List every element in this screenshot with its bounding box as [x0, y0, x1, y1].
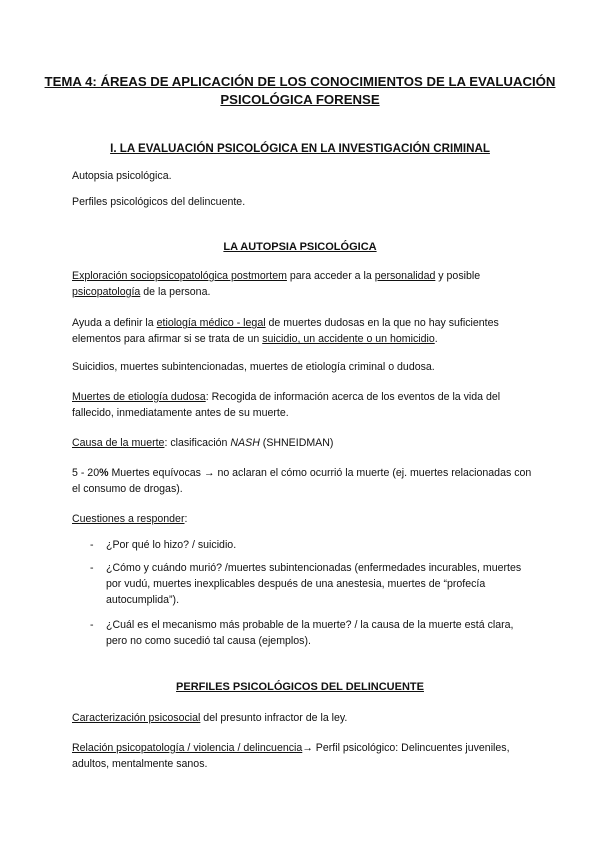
paragraph-causa-muerte [72, 435, 532, 451]
term-suicidio-accidente-homicidio: suicidio, un accidente o un homicidio [262, 333, 435, 345]
text-fragment: del presunto infractor de la ley. [200, 712, 348, 724]
paragraph-muertes-dudosa [72, 389, 532, 421]
text-fragment: → Perfil psicológico: Delincuentes juveniles, adultos, mentalmente sanos. [72, 742, 510, 770]
questions-heading-label: Cuestiones a responder [72, 513, 185, 525]
text-fragment: : [184, 513, 188, 525]
list-dash: - [90, 539, 94, 551]
paragraph-suicidios: Suicidios, muertes subintencionadas, muertes de etiología criminal o dudosa. [72, 361, 435, 373]
intro-autopsia: Autopsia psicológica. [72, 170, 172, 182]
text-fragment: y posible [435, 270, 481, 282]
text-fragment: (SHNEIDMAN) [259, 437, 334, 449]
percent-sign: % [99, 467, 109, 479]
paragraph-caracterizacion [72, 710, 532, 726]
questions-heading [72, 511, 532, 527]
term-personalidad: personalidad [374, 270, 436, 282]
intro-perfiles: Perfiles psicológicos del delincuente. [72, 196, 246, 208]
text-fragment: de muertes dudosas en la que no hay suficientes elementos para afirmar si se trata de un [72, 317, 499, 345]
heading-perfiles-psicologicos: PERFILES PSICOLÓGICOS DEL DELINCUENTE [176, 681, 424, 693]
paragraph-relacion [72, 740, 532, 772]
term-psicopatologia: psicopatología [72, 286, 141, 298]
paragraph-exploracion [72, 268, 532, 300]
text-fragment: : Recogida de información acerca de los eventos de la vida del fallecido, inmediatamente antes de su muerte. [72, 391, 501, 419]
list-item-text: ¿Por qué lo hizo? / suicidio. [106, 539, 237, 551]
text-fragment: de la persona. [140, 286, 211, 298]
text-fragment: Ayuda a definir la [72, 317, 157, 329]
term-nash: NASH [230, 437, 260, 449]
list-dash: - [90, 562, 94, 574]
heading-autopsia-psicologica: LA AUTOPSIA PSICOLÓGICA [223, 241, 377, 253]
list-item-text: ¿Cuál es el mecanismo más probable de la muerte? / la causa de la muerte está clara, pero no como sucedió tal causa (ejemplos). [106, 619, 514, 647]
text-fragment: . [434, 333, 438, 345]
paragraph-muertes-equivocas [72, 465, 532, 497]
text-fragment: para acceder a la [286, 270, 375, 282]
text-fragment: : clasificación [164, 437, 231, 449]
document-title: TEMA 4: ÁREAS DE APLICACIÓN DE LOS CONOCIMIENTOS DE LA EVALUACIÓN PSICOLÓGICA FORENSE [44, 74, 556, 107]
term-muertes-etiologia-dudosa: Muertes de etiología dudosa [72, 391, 206, 403]
paragraph-etiologia [72, 315, 532, 347]
term-relacion-psicopatologia: Relación psicopatología / violencia / delincuencia [72, 742, 303, 754]
list-dash: - [90, 619, 94, 631]
text-fragment: 5 - 20 [72, 467, 100, 479]
term-causa-muerte: Causa de la muerte [72, 437, 165, 449]
term-caracterizacion-psicosocial: Caracterización psicosocial [72, 712, 201, 724]
list-item-text: ¿Cómo y cuándo murió? /muertes subintencionadas (enfermedades incurables, muertes por vudú, muertes inexplicables después de una anestesia, muertes de “profecía autocumplida”). [106, 562, 522, 606]
text-fragment: Muertes equívocas → no aclaran el cómo ocurrió la muerte (ej. muertes relacionadas con el consumo de drogas). [72, 467, 532, 495]
term-etiologia-medico-legal: etiología médico - legal [156, 317, 266, 329]
term-exploracion: Exploración sociopsicopatológica postmortem [72, 270, 287, 282]
section-heading-investigacion-criminal: I. LA EVALUACIÓN PSICOLÓGICA EN LA INVESTIGACIÓN CRIMINAL [110, 142, 490, 155]
